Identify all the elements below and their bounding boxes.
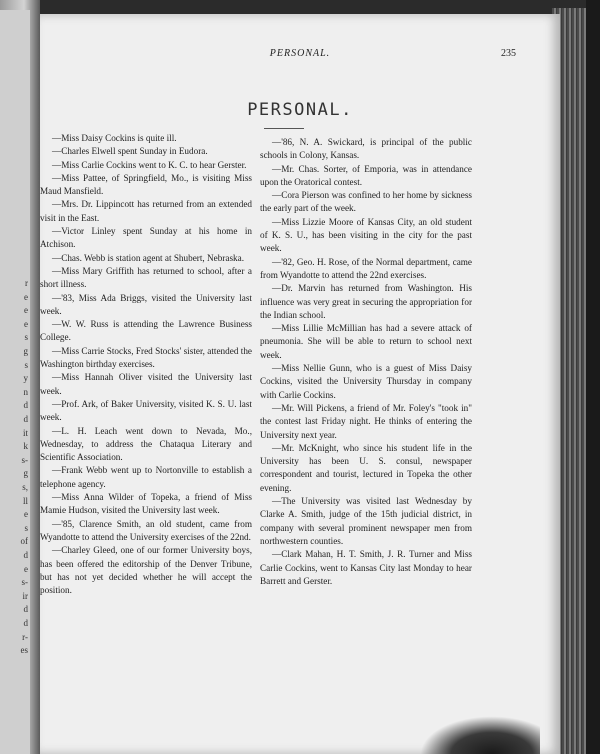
- facing-page-fragment: g: [23, 346, 28, 356]
- news-item: —Mr. Chas. Sorter, of Emporia, was in attendance upon the Oratorical contest.: [260, 163, 472, 187]
- news-item: —Charley Gleed, one of our former University boys, has been offered the editorship of the Denver Tribune, but has not yet decided whether he will accept the position.: [40, 545, 252, 596]
- news-item: —'86, N. A. Swickard, is principal of the public schools in Colony, Kansas.: [260, 137, 472, 161]
- facing-page-fragment: s: [24, 359, 28, 370]
- running-head: PERSONAL.: [269, 48, 331, 59]
- news-item: —Miss Lillie McMillian has had a severe attack of pneumonia. She will be able to return to school next week.: [260, 323, 472, 360]
- facing-page-fragment: it: [22, 427, 28, 438]
- news-item: —Mr. McKnight, who since his student life in the University has been U. S. consul, newspaper correspondent and tourist, lectured in Topeka the other evening.: [260, 442, 472, 493]
- facing-page-fragment: d: [23, 400, 28, 411]
- facing-page-fragment: e: [24, 563, 28, 574]
- facing-page-fragment: d: [23, 604, 28, 615]
- news-item: —The University was visited last Wednesday by Clarke A. Smith, judge of the 15th judicial district, in company with several prominent newspaper men from northwestern counties.: [260, 496, 472, 546]
- left-column: [40, 132, 252, 597]
- facing-page-fragment: n: [23, 386, 28, 397]
- news-item: —Miss Hannah Oliver visited the University last week.: [40, 372, 252, 396]
- news-item: —Miss Nellie Gunn, who is a guest of Miss Daisy Cockins, visited the University Thursday in company with Carlie Cockins.: [260, 363, 472, 400]
- section-title: PERSONAL.: [247, 100, 353, 120]
- facing-page-fragment: ir: [22, 590, 28, 601]
- news-item: —Charles Elwell spent Sunday in Eudora.: [52, 146, 208, 157]
- thumb-shadow: [420, 716, 540, 754]
- news-item: —Mrs. Dr. Lippincott has returned from an extended visit in the East.: [40, 199, 252, 223]
- news-item: —Chas. Webb is station agent at Shubert, Nebraska.: [52, 252, 244, 263]
- news-item: —Dr. Marvin has returned from Washington. His influence was very great in securing the appropriation for the Indian school.: [260, 283, 472, 320]
- facing-page-fragment: s,: [22, 482, 28, 492]
- news-item: —Miss Daisy Cockins is quite ill.: [52, 133, 177, 143]
- news-item: —'82, Geo. H. Rose, of the Normal department, came from Wyandotte to attend the 22nd exercises.: [260, 256, 472, 280]
- news-item: —'83, Miss Ada Briggs, visited the University last week.: [40, 292, 252, 316]
- news-item: —Miss Pattee, of Springfield, Mo., is visiting Miss Maud Mansfield.: [40, 172, 252, 197]
- news-item: —W. W. Russ is attending the Lawrence Business College.: [40, 319, 252, 343]
- right-column: [260, 136, 472, 588]
- facing-page-fragment: e: [24, 509, 28, 520]
- page-number: 235: [501, 48, 516, 59]
- facing-page-fragment: d: [23, 618, 28, 628]
- facing-page-fragment: s-: [21, 454, 28, 465]
- book-cover-edge: [586, 0, 600, 754]
- news-item: —'85, Clarence Smith, an old student, came from Wyandotte to attend the University exercises of the 22nd.: [40, 518, 252, 542]
- facing-page-fragment: ll: [22, 495, 28, 506]
- facing-page-fragment: g: [23, 468, 28, 479]
- facing-page-fragment: e: [24, 305, 28, 316]
- news-item: —Miss Carlie Cockins went to K. C. to hear Gerster.: [52, 159, 247, 170]
- facing-page-fragment: r: [25, 278, 28, 288]
- facing-page-fragment: es: [20, 645, 28, 656]
- facing-page-fragment: s: [24, 522, 28, 533]
- news-item: —Cora Pierson was confined to her home by sickness the early part of the week.: [260, 190, 472, 214]
- news-item: —Miss Lizzie Moore of Kansas City, an old student of K. S. U., has been visiting in the city for the past week.: [260, 216, 472, 254]
- facing-page-fragment: d: [23, 550, 28, 560]
- facing-page-fragment: of: [20, 536, 28, 547]
- news-item: —Victor Linley spent Sunday at his home in Atchison.: [40, 226, 252, 250]
- facing-page-fragment: y: [23, 373, 28, 384]
- news-item: —Miss Carrie Stocks, Fred Stocks' sister, attended the Washington birthday exercises.: [40, 345, 252, 370]
- facing-page-fragment: r-: [22, 631, 28, 642]
- facing-page-fragment: k: [23, 441, 28, 452]
- facing-page-fragment: s: [24, 332, 28, 343]
- news-item: —Frank Webb went up to Nortonville to establish a telephone agency.: [40, 465, 252, 489]
- facing-page-fragment: d: [23, 414, 28, 424]
- news-item: —Miss Mary Griffith has returned to school, after a short illness.: [40, 265, 252, 290]
- news-item: —Mr. Will Pickens, a friend of Mr. Foley's "took in" the contest last Friday night. He thinks of entering the University next year.: [260, 402, 472, 440]
- facing-page-fragment: e: [24, 291, 28, 302]
- news-item: —L. H. Leach went down to Nevada, Mo., Wednesday, to address the Chataqua Literary and Scientific Association.: [40, 425, 252, 463]
- news-item: —Prof. Ark, of Baker University, visited K. S. U. last week.: [40, 398, 252, 423]
- facing-page-fragment: s-: [21, 577, 28, 588]
- news-item: —Clark Mahan, H. T. Smith, J. R. Turner and Miss Carlie Cockins, went to Kansas City last Monday to hear Barrett and Gerster.: [260, 549, 472, 586]
- news-item: —Miss Anna Wilder of Topeka, a friend of Miss Mamie Hudson, visited the University last week.: [40, 492, 252, 516]
- title-rule: [264, 128, 304, 129]
- facing-page: [0, 10, 30, 754]
- facing-page-fragment: e: [24, 318, 28, 329]
